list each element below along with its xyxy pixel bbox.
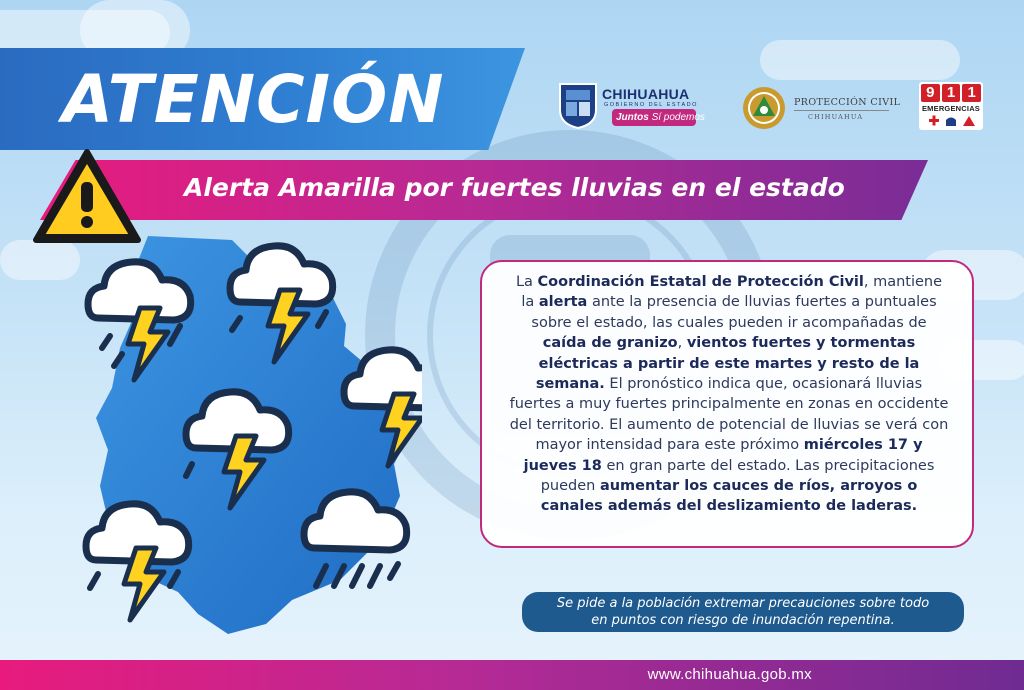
proteccion-civil-logo xyxy=(742,86,901,132)
chihuahua-name: CHIHUAHUA xyxy=(602,86,690,102)
info-box xyxy=(480,260,974,548)
slogan-part-a: Juntos xyxy=(616,112,649,123)
proteccion-civil-subtitle: CHIHUAHUA xyxy=(808,113,864,121)
info-bold-segment: miércoles 17 y jueves 18 xyxy=(523,437,923,474)
alert-title: Alerta Amarilla por fuertes lluvias en el estado xyxy=(184,173,845,202)
notice-line-2: en puntos con riesgo de inundación repentina. xyxy=(591,613,895,628)
chihuahua-government-logo xyxy=(556,80,705,132)
info-bold-segment: vientos fuertes y tormentas eléctricas a partir de este martes y resto de la semana. xyxy=(535,335,920,393)
proteccion-civil-name: PROTECCIÓN CIVIL xyxy=(794,97,901,108)
background-cloud xyxy=(760,40,960,80)
slogan-part-b: Sí podemos xyxy=(651,112,705,123)
background-cloud xyxy=(0,240,80,280)
precaution-notice xyxy=(522,592,964,632)
info-bold-segment: caída de granizo xyxy=(542,335,678,352)
state-map-illustration xyxy=(82,228,422,640)
digit: 1 xyxy=(942,84,961,102)
info-segment: , xyxy=(677,335,687,352)
chihuahua-subtitle: GOBIERNO DEL ESTADO xyxy=(604,102,698,108)
divider xyxy=(794,110,889,111)
info-bold-segment: aumentar los cauces de ríos, arroyos o canales además del deslizamiento de laderas. xyxy=(540,478,918,515)
digit: 1 xyxy=(962,84,981,102)
proteccion-civil-emblem-icon xyxy=(742,86,786,130)
digit: 9 xyxy=(921,84,940,102)
info-segment: ante la presencia de lluvias fuertes a puntuales sobre el estado, las cuales pueden ir acompañadas de xyxy=(531,294,937,331)
info-bold-segment: alerta xyxy=(538,294,588,311)
emergencias-label: EMERGENCIAS xyxy=(921,104,981,113)
chihuahua-slogan xyxy=(612,109,705,126)
footer-url-link[interactable]: www.chihuahua.gob.mx xyxy=(647,666,812,683)
info-segment: La xyxy=(515,274,538,290)
footer-bar xyxy=(0,660,1024,690)
notice-line-1: Se pide a la población extremar precauciones sobre todo xyxy=(556,596,930,611)
headline-text: ATENCIÓN xyxy=(62,61,445,138)
info-segment: , mantiene la xyxy=(521,274,943,311)
chihuahua-shield-icon xyxy=(556,80,600,130)
info-bold-segment: Coordinación Estatal de Protección Civil xyxy=(537,274,864,290)
storm-cloud-icon xyxy=(86,504,189,620)
info-paragraph xyxy=(508,272,950,517)
emergency-services-icon xyxy=(925,114,977,128)
info-segment: El pronóstico indica que, ocasionará lluvias fuertes a muy fuertes principalmente en zonas en occidente del territorio. El aumento de potencial de lluvias se verá con mayor intensidad para este próximo xyxy=(509,376,949,454)
emergencias-911-logo xyxy=(919,82,983,130)
info-segment: en gran parte del estado. Las precipitaciones pueden xyxy=(540,457,935,495)
emergency-number xyxy=(921,84,981,102)
